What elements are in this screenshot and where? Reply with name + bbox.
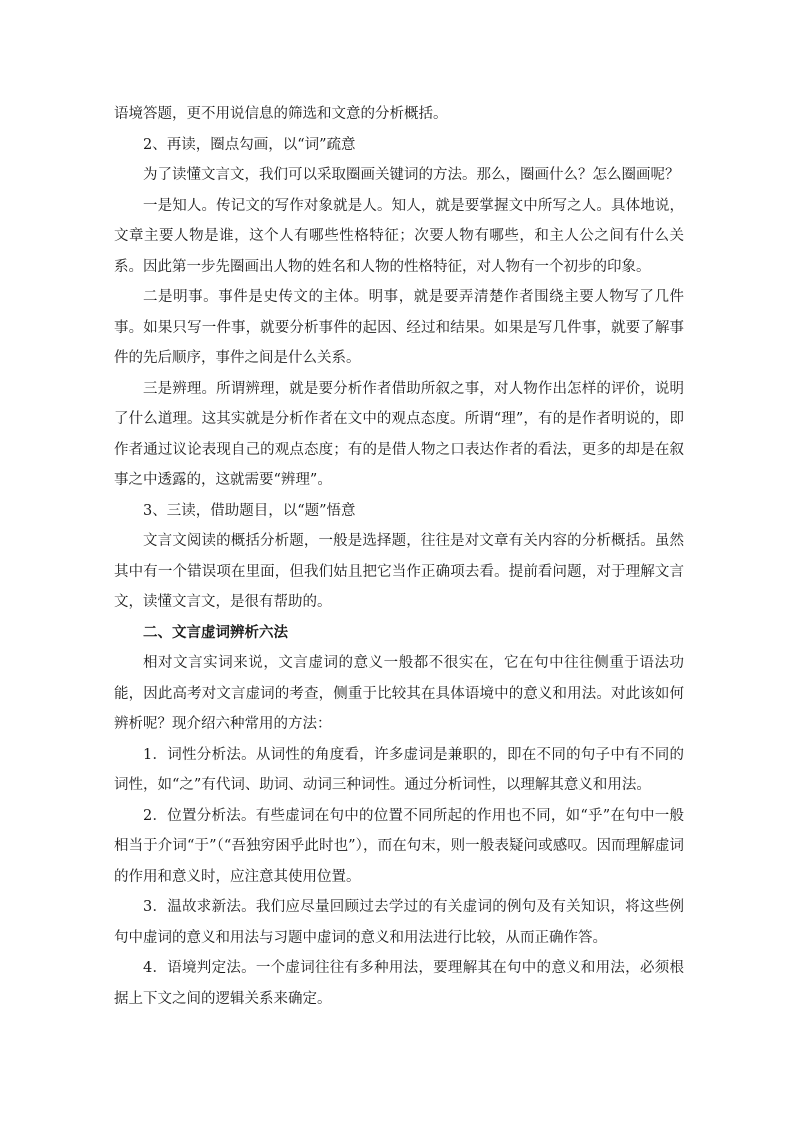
paragraph-understand-events: 二是明事。事件是史传文的主体。明事，就是要弄清楚作者围绕主要人物写了几件事。如果只写一件事，就要分析事件的起因、经过和结果。如果是写几件事，就要了解事件的先后顺序，事件之间是什么关系。 <box>114 289 684 366</box>
subheading-second-reading: 2、再读，圈点勾画，以“词”疏意 <box>143 136 356 153</box>
paragraph-summary-questions: 文言文阅读的概括分析题，一般是选择题，往往是对文章有关内容的分析概括。虽然其中有一个错误项在里面，但我们姑且把它当作正确项去看。提前看问题，对于理解文言文，读懂文言文，是很有帮助的。 <box>114 533 684 610</box>
paragraph-continuation: 语境答题，更不用说信息的筛选和文意的分析概括。 <box>114 106 448 122</box>
method-review-old: 3．温故求新法。我们应尽量回顾过去学过的有关虚词的例句及有关知识，将这些例句中虚词的意义和用法与习题中虚词的意义和用法进行比较，从而正确作答。 <box>114 899 684 946</box>
document-body <box>114 99 684 1014</box>
section-heading-function-words: 二、文言虚词辨析六法 <box>143 623 288 641</box>
paragraph-function-words-intro: 相对文言实词来说，文言虚词的意义一般都不很实在，它在句中往往侧重于语法功能，因此高考对文言虚词的考查，侧重于比较其在具体语境中的意义和用法。对此该如何辨析呢？现介绍六种常用的方法： <box>114 655 684 732</box>
paragraph-discern-reason: 三是辨理。所谓辨理，就是要分析作者借助所叙之事，对人物作出怎样的评价，说明了什么道理。这其实就是分析作者在文中的观点态度。所谓“理”，有的是作者明说的，即作者通过议论表现自己的观点态度；有的是借人物之口表达作者的看法，更多的却是在叙事之中透露的，这就需要“辨理”。 <box>114 380 684 488</box>
method-part-of-speech: 1．词性分析法。从词性的角度看，许多虚词是兼职的，即在不同的句子中有不同的词性，如“之”有代词、助词、动词三种词性。通过分析词性，以理解其意义和用法。 <box>114 746 684 793</box>
method-position-analysis: 2．位置分析法。有些虚词在句中的位置不同所起的作用也不同，如“乎”在句中一般相当于介词“于”（“吾独穷困乎此时也”），而在句末，则一般表疑问或感叹。因而理解虚词的作用和意义时，应注意其使用位置。 <box>114 807 684 885</box>
paragraph-circle-keywords: 为了读懂文言文，我们可以采取圈画关键词的方法。那么，圈画什么？怎么圈画呢？ <box>143 167 680 183</box>
subheading-third-reading: 3、三读，借助题目，以“题”悟意 <box>143 502 356 519</box>
method-context-judgment: 4．语境判定法。一个虚词往往有多种用法，要理解其在句中的意义和用法，必须根据上下文之间的逻辑关系来确定。 <box>114 960 684 1007</box>
paragraph-know-person: 一是知人。传记文的写作对象就是人。知人，就是要掌握文中所写之人。具体地说，文章主要人物是谁，这个人有哪些性格特征；次要人物有哪些，和主人公之间有什么关系。因此第一步先圈画出人物的姓名和人物的性格特征，对人物有一个初步的印象。 <box>114 197 684 275</box>
